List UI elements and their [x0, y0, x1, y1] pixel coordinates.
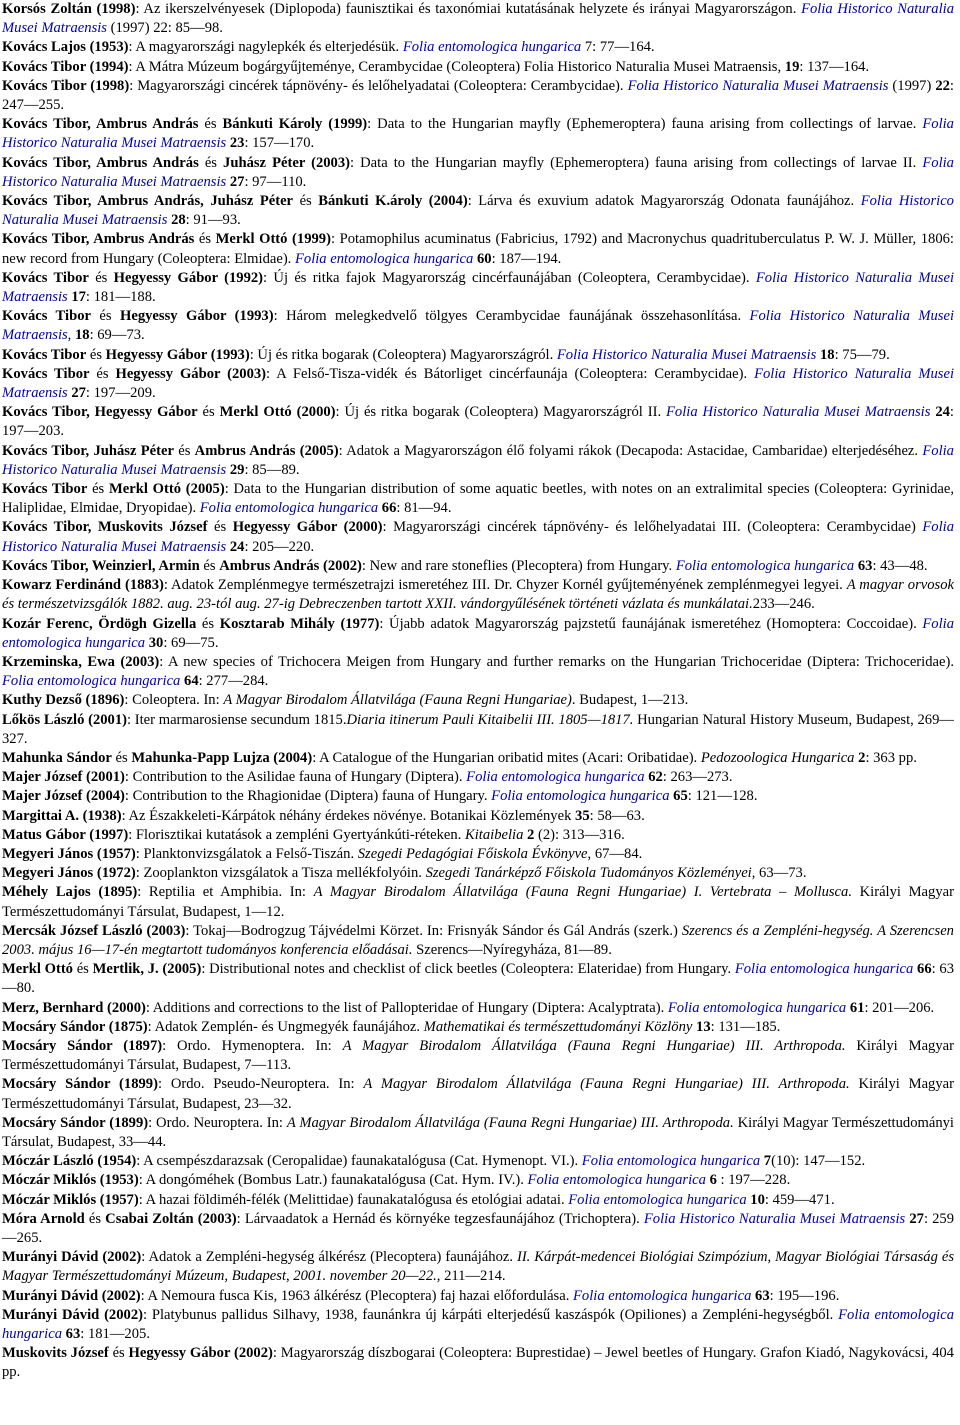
author-bold: Móczár Miklós (1957)	[2, 1191, 139, 1208]
author-bold: Kosztarab Mihály (1977)	[219, 615, 380, 632]
author-bold: Móczár László (1954)	[2, 1153, 137, 1170]
author-bold: Margittai A. (1938)	[2, 807, 122, 824]
reference-entry	[2, 346, 954, 365]
author-bold: 27	[71, 385, 86, 402]
author-bold: Móra Arnold	[2, 1210, 85, 1227]
reference-entry	[2, 1075, 954, 1113]
reference-entry	[2, 269, 954, 307]
author-bold: Bánkuti Károly (1999)	[222, 116, 368, 133]
italic-text: Diaria itinerum Pauli Kitaibelii III. 1805—1817.	[346, 711, 634, 728]
author-bold: Mahunka-Papp Lujza (2004)	[131, 749, 313, 766]
reference-entry	[2, 0, 954, 38]
reference-entry	[2, 653, 954, 691]
reference-entry	[2, 615, 954, 653]
reference-entry	[2, 864, 954, 883]
text-run: : 195—196.	[769, 1287, 840, 1304]
author-bold: Mocsáry Sándor (1897)	[2, 1037, 163, 1054]
author-bold: Megyeri János (1957)	[2, 845, 136, 862]
text-run: és	[199, 557, 220, 574]
journal-name: Folia entomologica hungarica	[527, 1172, 706, 1189]
text-run: : Iter marmarosiense secundum 1815.	[127, 711, 347, 728]
text-run: : 91—93.	[185, 212, 241, 229]
text-run: : Coleoptera. In:	[124, 692, 224, 709]
author-bold: Merkl Ottó (1999)	[215, 231, 331, 248]
author-bold: Matus Gábor (1997)	[2, 826, 129, 843]
journal-name: Folia Historico Naturalia Musei Matraensis	[2, 442, 954, 478]
author-bold: Kovács Tibor	[2, 346, 87, 363]
text-run: : Három melegkedvelő tölgyes Cerambycidae faunájának összehasonlítása.	[273, 308, 750, 325]
reference-entry	[2, 768, 954, 787]
reference-entry	[2, 711, 954, 749]
italic-text: A Magyar Birodalom Állatvilága (Fauna Regni Hungariae) III. Arthropoda.	[286, 1114, 734, 1131]
text-run: 211—214.	[440, 1268, 506, 1285]
reference-entry	[2, 1191, 954, 1210]
journal-name: Folia entomologica hungarica	[2, 673, 181, 690]
text-run: : Contribution to the Rhagionidae (Diptera) fauna of Hungary.	[124, 788, 492, 805]
reference-entry	[2, 1306, 954, 1344]
reference-entry	[2, 787, 954, 806]
text-run: és	[87, 481, 109, 498]
author-bold: Kovács Tibor, Ambrus András	[2, 116, 199, 133]
text-run: Királyi Magyar Természettudományi Társulat, Budapest, 1—12.	[2, 884, 954, 920]
journal-name: Folia Historico Naturalia Musei Matraensis	[643, 1210, 906, 1227]
italic-text: Szegedi Pedagógiai Főiskola Évkönyve	[357, 845, 588, 862]
author-bold: Móczár Miklós (1953)	[2, 1172, 139, 1189]
text-run: : A Felső-Tisza-vidék és Bátorliget cincérfaunája (Coleoptera: Cerambycidae).	[266, 365, 755, 382]
text-run: : A hazai földiméh-félék (Melittidae) faunakatalógusa és etológiai adatai.	[138, 1191, 569, 1208]
journal-name: Folia entomologica hungarica	[568, 1191, 747, 1208]
author-bold: Mahunka Sándor	[2, 749, 112, 766]
reference-entry	[2, 58, 954, 77]
author-bold: Méhely Lajos (1895)	[2, 884, 138, 901]
text-run: : 197—228.	[716, 1172, 791, 1189]
text-run: és	[108, 1345, 129, 1362]
author-bold: 24	[229, 538, 245, 555]
italic-text: Mathematikai és természettudományi Közlöny	[423, 1018, 693, 1035]
author-bold: 24	[935, 404, 950, 421]
reference-entry	[2, 1037, 954, 1075]
text-run: : Lárvaadatok a Hernád és környéke tegzesfaunájához (Trichoptera).	[236, 1210, 644, 1227]
text-run: : 58—63.	[589, 807, 645, 824]
reference-entry	[2, 1248, 954, 1286]
text-run: ,	[67, 327, 75, 344]
author-bold: Kovács Tibor	[2, 308, 91, 325]
reference-entry	[2, 403, 954, 441]
journal-name: Folia Historico Naturalia Musei Matraensis	[2, 193, 954, 229]
reference-entry	[2, 38, 954, 57]
text-run: : Új és ritka fajok Magyarország cincérfaunájában (Coleoptera, Cerambycidae).	[263, 269, 756, 286]
journal-name: Folia entomologica hungarica	[734, 961, 914, 978]
author-bold: Kovács Tibor	[2, 481, 88, 498]
author-bold: 60	[477, 250, 492, 267]
text-run: : Tokaj—Bodrogzug Tájvédelmi Körzet. In: Frisnyák Sándor és Gál András (szerk.)	[185, 922, 682, 939]
author-bold: Kuthy Dezső (1896)	[2, 692, 125, 709]
text-run: : Data to the Hungarian mayfly (Ephemeroptera) fauna arising from collectings of larvae.	[367, 116, 923, 133]
reference-entry	[2, 230, 954, 268]
author-bold: 2	[858, 749, 866, 766]
text-run: (1997)	[888, 77, 936, 94]
text-run: : 205—220.	[244, 538, 315, 555]
text-run: és	[194, 231, 216, 248]
text-run: : Additions and corrections to the list of Pallopteridae of Hungary (Diptera: Acalyptrata).	[145, 999, 668, 1016]
reference-entry	[2, 1344, 954, 1382]
text-run: , 67—84.	[587, 845, 643, 862]
text-run: : 263—273.	[662, 769, 733, 786]
text-run: : A magyarországi nagylepkék és elterjedésük.	[128, 39, 403, 56]
author-bold: Ambrus András (2002)	[219, 557, 362, 574]
text-run: és	[88, 269, 114, 286]
author-bold: 35	[575, 807, 590, 824]
reference-entry	[2, 960, 954, 998]
text-run: : A new species of Trichocera Meigen from Hungary and further remarks on the Hungarian Trichoceridae (Diptera: Trichoceridae).	[159, 653, 954, 670]
author-bold: Majer József (2001)	[2, 769, 125, 786]
author-bold: 18	[820, 346, 835, 363]
author-bold: Megyeri János (1972)	[2, 865, 136, 882]
author-bold: Majer József (2004)	[2, 788, 125, 805]
author-bold: Kowarz Ferdinánd (1883)	[2, 577, 164, 594]
author-bold: Kovács Tibor, Ambrus András	[2, 231, 195, 248]
author-bold: Csabai Zoltán (2003)	[105, 1210, 237, 1227]
text-run: : Planktonvizsgálatok a Felső-Tiszán.	[135, 845, 358, 862]
italic-text: A Magyar Birodalom Állatvilága (Fauna Regni Hungariae) I. Vertebrata – Mollusca.	[313, 884, 852, 901]
text-run: 233—246.	[752, 596, 815, 613]
author-bold: Kovács Tibor	[2, 269, 89, 286]
journal-name: Folia entomologica hungarica	[2, 1306, 954, 1343]
author-bold: 27	[909, 1210, 924, 1227]
text-run: Királyi Magyar Természettudományi Társulat, Budapest, 33—44.	[2, 1114, 954, 1150]
text-run: : Ordo. Neuroptera. In:	[148, 1114, 287, 1131]
author-bold: 28	[171, 212, 186, 229]
text-run: . Budapest, 1—213.	[571, 692, 689, 709]
text-run: : A Mátra Múzeum bogárgyűjteménye, Cerambycidae (Coleoptera) Folia Historico Naturalia Musei Matraensis,	[128, 58, 785, 75]
author-bold: Murányi Dávid (2002)	[2, 1287, 141, 1304]
italic-text: Pedozoologica Hungarica	[700, 749, 855, 766]
italic-text: A Magyar Birodalom Állatvilága (Fauna Regni Hungariae) III. Arthropoda.	[342, 1037, 846, 1054]
text-run: és	[84, 1210, 106, 1227]
reference-entry	[2, 749, 954, 768]
author-bold: 13	[696, 1018, 711, 1035]
italic-text: Kitaibelia	[465, 826, 524, 843]
author-bold: 61	[849, 999, 865, 1016]
author-bold: Kovács Tibor, Hegyessy Gábor	[2, 404, 198, 421]
reference-entry	[2, 576, 954, 614]
journal-name: Folia entomologica hungarica	[667, 999, 847, 1016]
journal-name: Folia Historico Naturalia Musei Matraensis	[2, 154, 954, 190]
journal-name: Folia entomologica hungarica	[199, 500, 379, 517]
reference-entry	[2, 307, 954, 345]
journal-name: Folia Historico Naturalia Musei Matraensis	[2, 519, 954, 555]
author-bold: Bánkuti K.ároly (2004)	[318, 193, 468, 210]
text-run: : 363 pp.	[865, 749, 917, 766]
author-bold: Kovács Tibor (1998)	[2, 77, 130, 94]
text-run: : 181—205.	[80, 1326, 150, 1343]
journal-name: Folia entomologica hungarica	[675, 557, 855, 574]
text-run: : New and rare stoneflies (Plecoptera) from Hungary.	[361, 557, 676, 574]
author-bold: 27	[229, 173, 245, 190]
journal-name: Folia entomologica hungarica	[2, 615, 954, 651]
text-run: és	[197, 404, 220, 421]
text-run: : Adatok Zemplénmegye természetrajzi ismeretéhez III. Dr. Chyzer Kornél gyűjteményének zemplénmegyei legyei.	[163, 577, 847, 594]
author-bold: 63	[857, 557, 873, 574]
author-bold: Hegyessy Gábor (1992)	[113, 269, 264, 286]
text-run: 7: 77—164.	[581, 39, 655, 56]
reference-entry	[2, 807, 954, 826]
reference-entry	[2, 691, 954, 710]
text-run: : Újabb adatok Magyarország pajzstetű faunájának ismeretéhez (Homoptera: Coccoidae).	[379, 615, 923, 632]
author-bold: 19	[784, 58, 800, 75]
reference-entry	[2, 845, 954, 864]
text-run: : Adatok a Zempléni-hegység álkérész (Plecoptera) faunájához.	[141, 1249, 517, 1266]
author-bold: 22	[935, 77, 950, 94]
text-run: : Contribution to the Asilidae fauna of Hungary (Diptera).	[124, 769, 467, 786]
italic-text: A magyar orvosok és természetvizsgálók 1882. aug. 23-tól aug. 27-ig Debreczenben tartott XXII. vándorgyűlésének történeti vázlata és munkálatai.	[2, 577, 954, 613]
author-bold: Mocsáry Sándor (1875)	[2, 1018, 148, 1035]
text-run: : Zooplankton vizsgálatok a Tisza mellékfolyóin.	[135, 865, 426, 882]
author-bold: Hegyessy Gábor (1993)	[120, 308, 274, 325]
reference-entry	[2, 1287, 954, 1306]
text-run: : Data to the Hungarian mayfly (Ephemeroptera) fauna arising from collectings of larvae II.	[350, 154, 923, 171]
text-run: (10): 147—152.	[771, 1153, 866, 1170]
author-bold: 18	[74, 327, 90, 344]
author-bold: Kovács Tibor, Ambrus András	[2, 154, 199, 171]
author-bold: Korsós Zoltán (1998)	[2, 1, 136, 17]
text-run: és	[86, 346, 106, 363]
italic-text: A Magyar Birodalom Állatvilága (Fauna Regni Hungariae)	[223, 692, 572, 709]
author-bold: Kovács Tibor, Ambrus András, Juhász Péter	[2, 193, 294, 210]
text-run: és	[198, 116, 223, 133]
author-bold: 66	[917, 961, 932, 978]
text-run: : Potamophilus acuminatus (Fabricius, 1792) and Macronychus quadrituberculatus P. W. J. Müller, 1806: new record from Hungary (Coleoptera: Elmidae).	[2, 231, 954, 267]
text-run: : 247—255.	[2, 77, 954, 114]
text-run: : A csempészdarazsak (Ceropalidae) faunakatalógusa (Cat. Hymenopt. VI.).	[136, 1153, 582, 1170]
text-run: (1997) 22: 85—98.	[107, 20, 223, 37]
author-bold: 2	[527, 826, 535, 843]
journal-name: Folia entomologica hungarica	[402, 39, 582, 56]
journal-name: Folia Historico Naturalia Musei Matraensis	[2, 1, 954, 37]
author-bold: Merkl Ottó (2005)	[109, 481, 225, 498]
journal-name: Folia Historico Naturalia Musei Matraensis	[2, 365, 954, 402]
text-run: : Lárva és exuvium adatok Magyarország Odonata faunájához.	[467, 193, 861, 210]
text-run: : A Nemoura fusca Kis, 1963 álkérész (Plecoptera) faj hazai előfordulása.	[140, 1287, 574, 1304]
text-run: : 201—206.	[864, 999, 935, 1016]
author-bold: Kovács Tibor	[2, 365, 90, 382]
author-bold: 62	[648, 769, 663, 786]
text-run: és	[89, 365, 116, 382]
text-run: : 69—73.	[89, 327, 145, 344]
reference-entry	[2, 192, 954, 230]
reference-entry	[2, 826, 954, 845]
reference-entry	[2, 154, 954, 192]
author-bold: 7	[763, 1153, 772, 1170]
text-run: : Magyarországi cincérek tápnövény- és lelőhelyadatai III. (Coleoptera: Cerambycidae)	[382, 519, 923, 536]
author-bold: Hegyessy Gábor (2003)	[115, 365, 267, 382]
author-bold: Kovács Tibor, Juhász Péter	[2, 442, 174, 459]
text-run: (2): 313—316.	[534, 826, 625, 843]
journal-name: Folia Historico Naturalia Musei Matraensis	[627, 77, 889, 94]
text-run: : 85—89.	[244, 461, 300, 478]
journal-name: Folia Historico Naturalia Musei Matraensis	[2, 116, 954, 152]
text-run: és	[111, 749, 132, 766]
author-bold: Merkl Ottó	[2, 961, 73, 978]
journal-name: Folia Historico Naturalia Musei Matraensis	[666, 404, 931, 421]
text-run: : 63—80.	[2, 961, 954, 997]
journal-name: Folia entomologica hungarica	[466, 769, 645, 786]
author-bold: 23	[229, 135, 245, 152]
author-bold: 63	[755, 1287, 770, 1304]
author-bold: Murányi Dávid (2002)	[2, 1249, 142, 1266]
text-run: : 97—110.	[244, 173, 307, 190]
reference-entry	[2, 480, 954, 518]
text-run: : Platybunus pallidus Silhavy, 1938, faunánkra új kárpáti elterjedésű kaszáspók (Opiliones) a Zempléni-hegységből.	[142, 1306, 839, 1323]
text-run: Királyi Magyar Természettudományi Társulat, Budapest, 23—32.	[2, 1076, 954, 1112]
text-run: : 197—209.	[85, 385, 156, 402]
author-bold: Krzeminska, Ewa (2003)	[2, 653, 160, 670]
author-bold: Kovács Tibor, Weinzierl, Armin	[2, 557, 200, 574]
text-run: : Új és ritka bogarak (Coleoptera) Magyarországról.	[249, 346, 557, 363]
text-run: és	[207, 519, 233, 536]
text-run: : Magyarország díszbogarai (Coleoptera: Buprestidae) – Jewel beetles of Hungary. Grafon Kiadó, Nagykovácsi, 404 pp.	[2, 1345, 954, 1381]
author-bold: 10	[750, 1191, 765, 1208]
author-bold: Mocsáry Sándor (1899)	[2, 1076, 158, 1093]
text-run: : Új és ritka bogarak (Coleoptera) Magyarországról II.	[335, 404, 666, 421]
italic-text: Szegedi Tanárképző Főiskola Tudományos Közleményei	[425, 865, 752, 882]
text-run: : 131—185.	[710, 1018, 781, 1035]
text-run: : A Catalogue of the Hungarian oribatid mites (Acari: Oribatidae).	[312, 749, 701, 766]
reference-entry	[2, 1018, 954, 1037]
text-run: : 259—265.	[2, 1210, 955, 1246]
author-bold: Kovács Tibor (1994)	[2, 58, 129, 75]
author-bold: Kovács Lajos (1953)	[2, 39, 129, 56]
text-run: : 137—164.	[799, 58, 870, 75]
text-run: : 277—284.	[198, 673, 269, 690]
reference-entry	[2, 883, 954, 921]
italic-text: Szerencs és a Zempléni-hegység. A Szerencsen 2003. május 16—17-én megtartott tudományos konferencia előadásai.	[2, 922, 954, 958]
italic-text: II. Kárpát-medencei Biológiai Szimpózium, Magyar Biológiai Társaság és Magyar Természettudományi Múzeum, Budapest, 2001. november 20—22.,	[2, 1249, 954, 1285]
author-bold: 29	[229, 461, 245, 478]
journal-name: Folia entomologica hungarica	[294, 250, 474, 267]
reference-entry	[2, 1210, 954, 1248]
text-run: : Adatok Zemplén- és Ungmegyék faunájához.	[147, 1018, 424, 1035]
author-bold: Mercsák József László (2003)	[2, 922, 186, 939]
author-bold: Lőkös László (2001)	[2, 711, 127, 728]
reference-entry	[2, 1114, 954, 1152]
text-run: : Magyarországi cincérek tápnövény- és lelőhelyadatai (Coleoptera: Cerambycidae).	[129, 77, 628, 94]
author-bold: Merz, Bernhard (2000)	[2, 999, 146, 1016]
text-run: : A dongóméhek (Bombus Latr.) faunakatalógusa (Cat. Hym. IV.).	[138, 1172, 528, 1189]
text-run: : 459—471.	[764, 1191, 835, 1208]
author-bold: 65	[673, 788, 688, 805]
author-bold: 63	[65, 1326, 81, 1343]
reference-entry	[2, 442, 954, 480]
journal-name: Folia entomologica hungarica	[581, 1153, 761, 1170]
reference-entry	[2, 999, 954, 1018]
author-bold: Mertlik, J. (2005)	[92, 961, 202, 978]
text-run: : 75—79.	[834, 346, 890, 363]
text-run: és	[293, 193, 319, 210]
text-run: : Florisztikai kutatások a zempléni Gyertyánkúti-réteken.	[128, 826, 465, 843]
author-bold: 30	[148, 634, 164, 651]
text-run: : Distributional notes and checklist of click beetles (Coleoptera: Elateridae) from Hungary.	[201, 961, 735, 978]
author-bold: Juhász Péter (2003)	[223, 154, 351, 171]
text-run: : Adatok a Magyarországon élő folyami rákok (Decapoda: Astacidae, Cambaridae) elterjedéséhez.	[338, 442, 923, 459]
reference-entry	[2, 1171, 954, 1190]
text-run: , 63—73.	[751, 865, 807, 882]
author-bold: 64	[184, 673, 199, 690]
author-bold: Kovács Tibor, Muskovits József	[2, 519, 208, 536]
text-run: : 81—94.	[396, 500, 452, 517]
text-run: : 157—170.	[244, 135, 315, 152]
text-run: és	[196, 615, 220, 632]
author-bold: Muskovits József	[2, 1345, 109, 1362]
journal-name: Folia Historico Naturalia Musei Matraensis	[2, 308, 954, 344]
text-run: : 181—188.	[85, 289, 156, 306]
author-bold: 6	[709, 1172, 717, 1189]
text-run: és	[173, 442, 195, 459]
author-bold: Murányi Dávid (2002)	[2, 1306, 143, 1323]
text-run: : 121—128.	[687, 788, 758, 805]
text-run: : Reptilia et Amphibia. In:	[137, 884, 314, 901]
author-bold: Hegyessy Gábor (2000)	[232, 519, 383, 536]
author-bold: Hegyessy Gábor (2002)	[128, 1345, 273, 1362]
italic-text: A Magyar Birodalom Állatvilága (Fauna Regni Hungariae) III. Arthropoda.	[363, 1076, 850, 1093]
reference-entry	[2, 115, 954, 153]
author-bold: 66	[381, 500, 397, 517]
text-run: és	[72, 961, 93, 978]
text-run: : 43—48.	[872, 557, 928, 574]
author-bold: Ambrus András (2005)	[194, 442, 339, 459]
text-run: : 187—194.	[491, 250, 562, 267]
text-run: Királyi Magyar Természettudományi Társulat, Budapest, 7—113.	[2, 1037, 954, 1074]
text-run: : Az ikerszelvényesek (Diplopoda) faunisztikai és taxonómiai kutatásának helyzete és irányai Magyarországon.	[135, 1, 802, 17]
reference-entry	[2, 1152, 954, 1171]
text-run: : 197—203.	[2, 404, 954, 440]
text-run: : Data to the Hungarian distribution of some aquatic beetles, with notes on an extralimital species (Coleoptera: Gyrinidae, Haliplidae, Elmidae, Dryopidae).	[2, 481, 954, 517]
journal-name: Folia Historico Naturalia Musei Matraensis	[2, 269, 954, 306]
text-run: Hungarian Natural History Museum, Budapest, 269—327.	[2, 711, 954, 747]
text-run: Szerencs—Nyíregyháza, 81—89.	[412, 941, 612, 958]
journal-name: Folia Historico Naturalia Musei Matraensis	[556, 346, 817, 363]
text-run: : Az Északkeleti-Kárpátok néhány érdekes növénye. Botanikai Közlemények	[121, 807, 576, 824]
text-run: : Ordo. Pseudo-Neuroptera. In:	[157, 1076, 364, 1093]
text-run: : 69—75.	[163, 634, 219, 651]
journal-name: Folia entomologica hungarica	[573, 1287, 752, 1304]
reference-entry	[2, 557, 954, 576]
text-run: : Ordo. Hymenoptera. In:	[162, 1037, 343, 1054]
reference-entry	[2, 518, 954, 556]
author-bold: 17	[71, 289, 86, 306]
text-run: és	[198, 154, 224, 171]
reference-entry	[2, 922, 954, 960]
reference-entry	[2, 77, 954, 115]
text-run: és	[90, 308, 120, 325]
author-bold: Merkl Ottó (2000)	[219, 404, 336, 421]
journal-name: Folia entomologica hungarica	[491, 788, 670, 805]
author-bold: Kozár Ferenc, Ördögh Gizella	[2, 615, 197, 632]
author-bold: Mocsáry Sándor (1899)	[2, 1114, 149, 1131]
reference-entry	[2, 365, 954, 403]
author-bold: Hegyessy Gábor (1993)	[105, 346, 250, 363]
